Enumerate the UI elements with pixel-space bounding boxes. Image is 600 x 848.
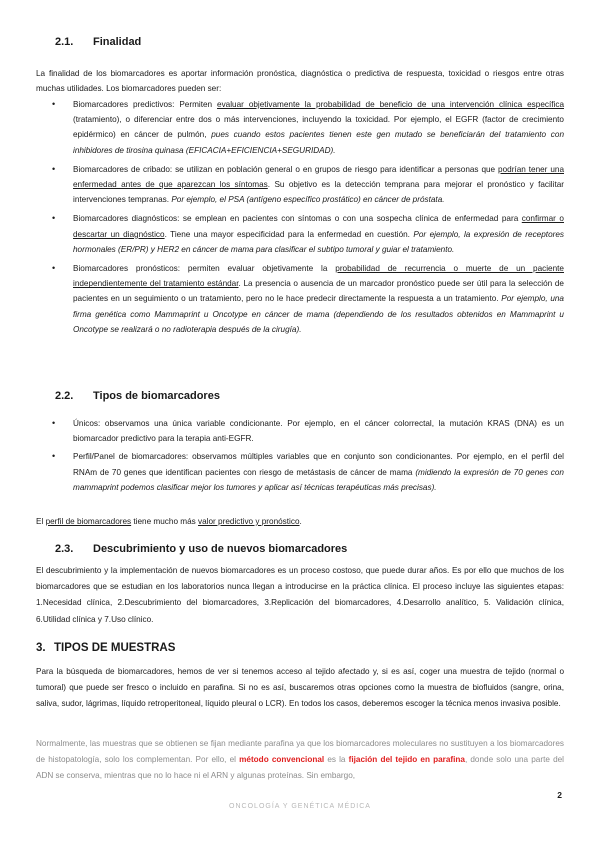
parafina-paragraph: Normalmente, las muestras que se obtienen se fijan mediante parafina ya que los biomarcadores moleculares no sustituyen a los biomarcadores de histopatología, solo los complementan. Por ello, el método convencional es la fijación del tejido en parafina, donde solo una parte del ADN se conserva, mientras que no lo hace ni el ARN y algunas proteínas. Sin embargo, [36, 739, 564, 781]
list-item-cribado: • Biomarcadores de cribado: se utilizan en población general o en grupos de riesgo para identificar a personas que podrían tener una enfermedad antes de que aparezcan los síntomas. Su objetivo es la detección temprana para mejorar el pronóstico y facilitar intervenciones tempranas. Por ejemplo, el PSA (antígeno específico prostático) en cáncer de próstata. [36, 162, 564, 208]
list-item-unicos: • Únicos: observamos una única variable condicionante. Por ejemplo, en el cáncer colorrectal, la mutación KRAS (DNA) es un biomarcador predictivo para la terapia anti-EGFR. [36, 416, 564, 446]
list-item-predictivos: • Biomarcadores predictivos: Permiten evaluar objetivamente la probabilidad de beneficio de una intervención clínica específica (tratamiento), o diferenciar entre dos o más intervenciones, incluyendo la toxicidad. Por ejemplo, el EGFR (factor de crecimiento epidérmico) en cáncer de pulmón, pues cuando estos pacientes tienen este gen mutado se beneficiarán del tratamiento con inhibidores de tirosina quinasa (EFICACIA+EFICIENCIA+SEGURIDAD). [36, 97, 564, 158]
section-heading-tipos-muestras: 3. TIPOS DE MUESTRAS [36, 642, 176, 654]
list-item-pronosticos: • Biomarcadores pronósticos: permiten evaluar objetivamente la probabilidad de recurrencia o muerte de un paciente independientemente del tratamiento estándar. La presencia o ausencia de un marcador pronóstico puede ser útil para la selección de pacientes en un seguimiento o un tratamiento, pero no le hace predecir directamente la respuesta a un tratamiento. Por ejemplo, una firma genética como Mammaprint u Oncotype en cáncer de mama (dependiendo de los resultados obtenidos en Mammaprint u Oncotype se realizará o no radioterapia después de la cirugía). [36, 261, 564, 337]
page-footer: ONCOLOGÍA Y GENÉTICA MÉDICA [229, 803, 371, 810]
page-number: 2 [557, 790, 562, 800]
intro-paragraph: La finalidad de los biomarcadores es aportar información pronóstica, diagnóstica o predictiva de respuesta, toxicidad o riesgos entre otras muchas utilidades. Los biomarcadores pueden ser: [36, 69, 564, 94]
perfil-paragraph: El perfil de biomarcadores tiene mucho más valor predictivo y pronóstico. [36, 517, 302, 526]
biomarker-purpose-list [36, 97, 564, 337]
section-heading-descubrimiento: 2.3. Descubrimiento y uso de nuevos biomarcadores [55, 543, 348, 555]
section-heading-tipos-biomarcadores: 2.2. Tipos de biomarcadores [55, 390, 220, 402]
descubrimiento-paragraph: El descubrimiento y la implementación de nuevos biomarcadores es un proceso costoso, que puede durar años. Es por ello que muchos de los biomarcadores que se estudian en los laboratorios nunca llegan a introducirse en la práctica clínica. El proceso incluye las siguientes etapas: 1.Necesidad clínica, 2.Descubrimiento del biomarcadores, 3.Replicación del biomarcadores, 4.Desarrollo analítico, 5. Validación clínica, 6.Utilidad clínica y 7.Uso clínico. [36, 566, 564, 624]
list-item-perfil-panel: • Perfil/Panel de biomarcadores: observamos múltiples variables que en conjunto son condicionantes. Por ejemplo, en el perfil del RNAm de 70 genes que identifican pacientes con riesgo de metástasis de cáncer de mama (midiendo la expresión de 70 genes con mammaprint podemos clasificar mejor los tumores y aplicar así técnicas terapéuticas más precisas). [36, 449, 564, 495]
biomarker-types-list [36, 416, 564, 495]
section-heading-finalidad: 2.1. Finalidad [55, 36, 142, 48]
list-item-diagnosticos: • Biomarcadores diagnósticos: se emplean en pacientes con síntomas o con una sospecha clínica de enfermedad para confirmar o descartar un diagnóstico. Tiene una mayor especificidad para la enfermedad en cuestión. Por ejemplo, la expresión de receptores hormonales (ER/PR) y HER2 en cáncer de mama para clasificar el subtipo tumoral y guiar el tratamiento. [36, 211, 564, 257]
muestras-paragraph: Para la búsqueda de biomarcadores, hemos de ver si tenemos acceso al tejido afectado y, si es así, coger una muestra de tejido (normal o tumoral) que puede ser fresco o incluido en parafina. Si no es así, buscaremos otras opciones como la muestra de biofluidos (sangre, orina, saliva, sudor, lágrimas, líquido retroperitoneal, líquido pleural o LCR). En todos los casos, deberemos escoger la técnica menos invasiva posible. [36, 667, 564, 709]
